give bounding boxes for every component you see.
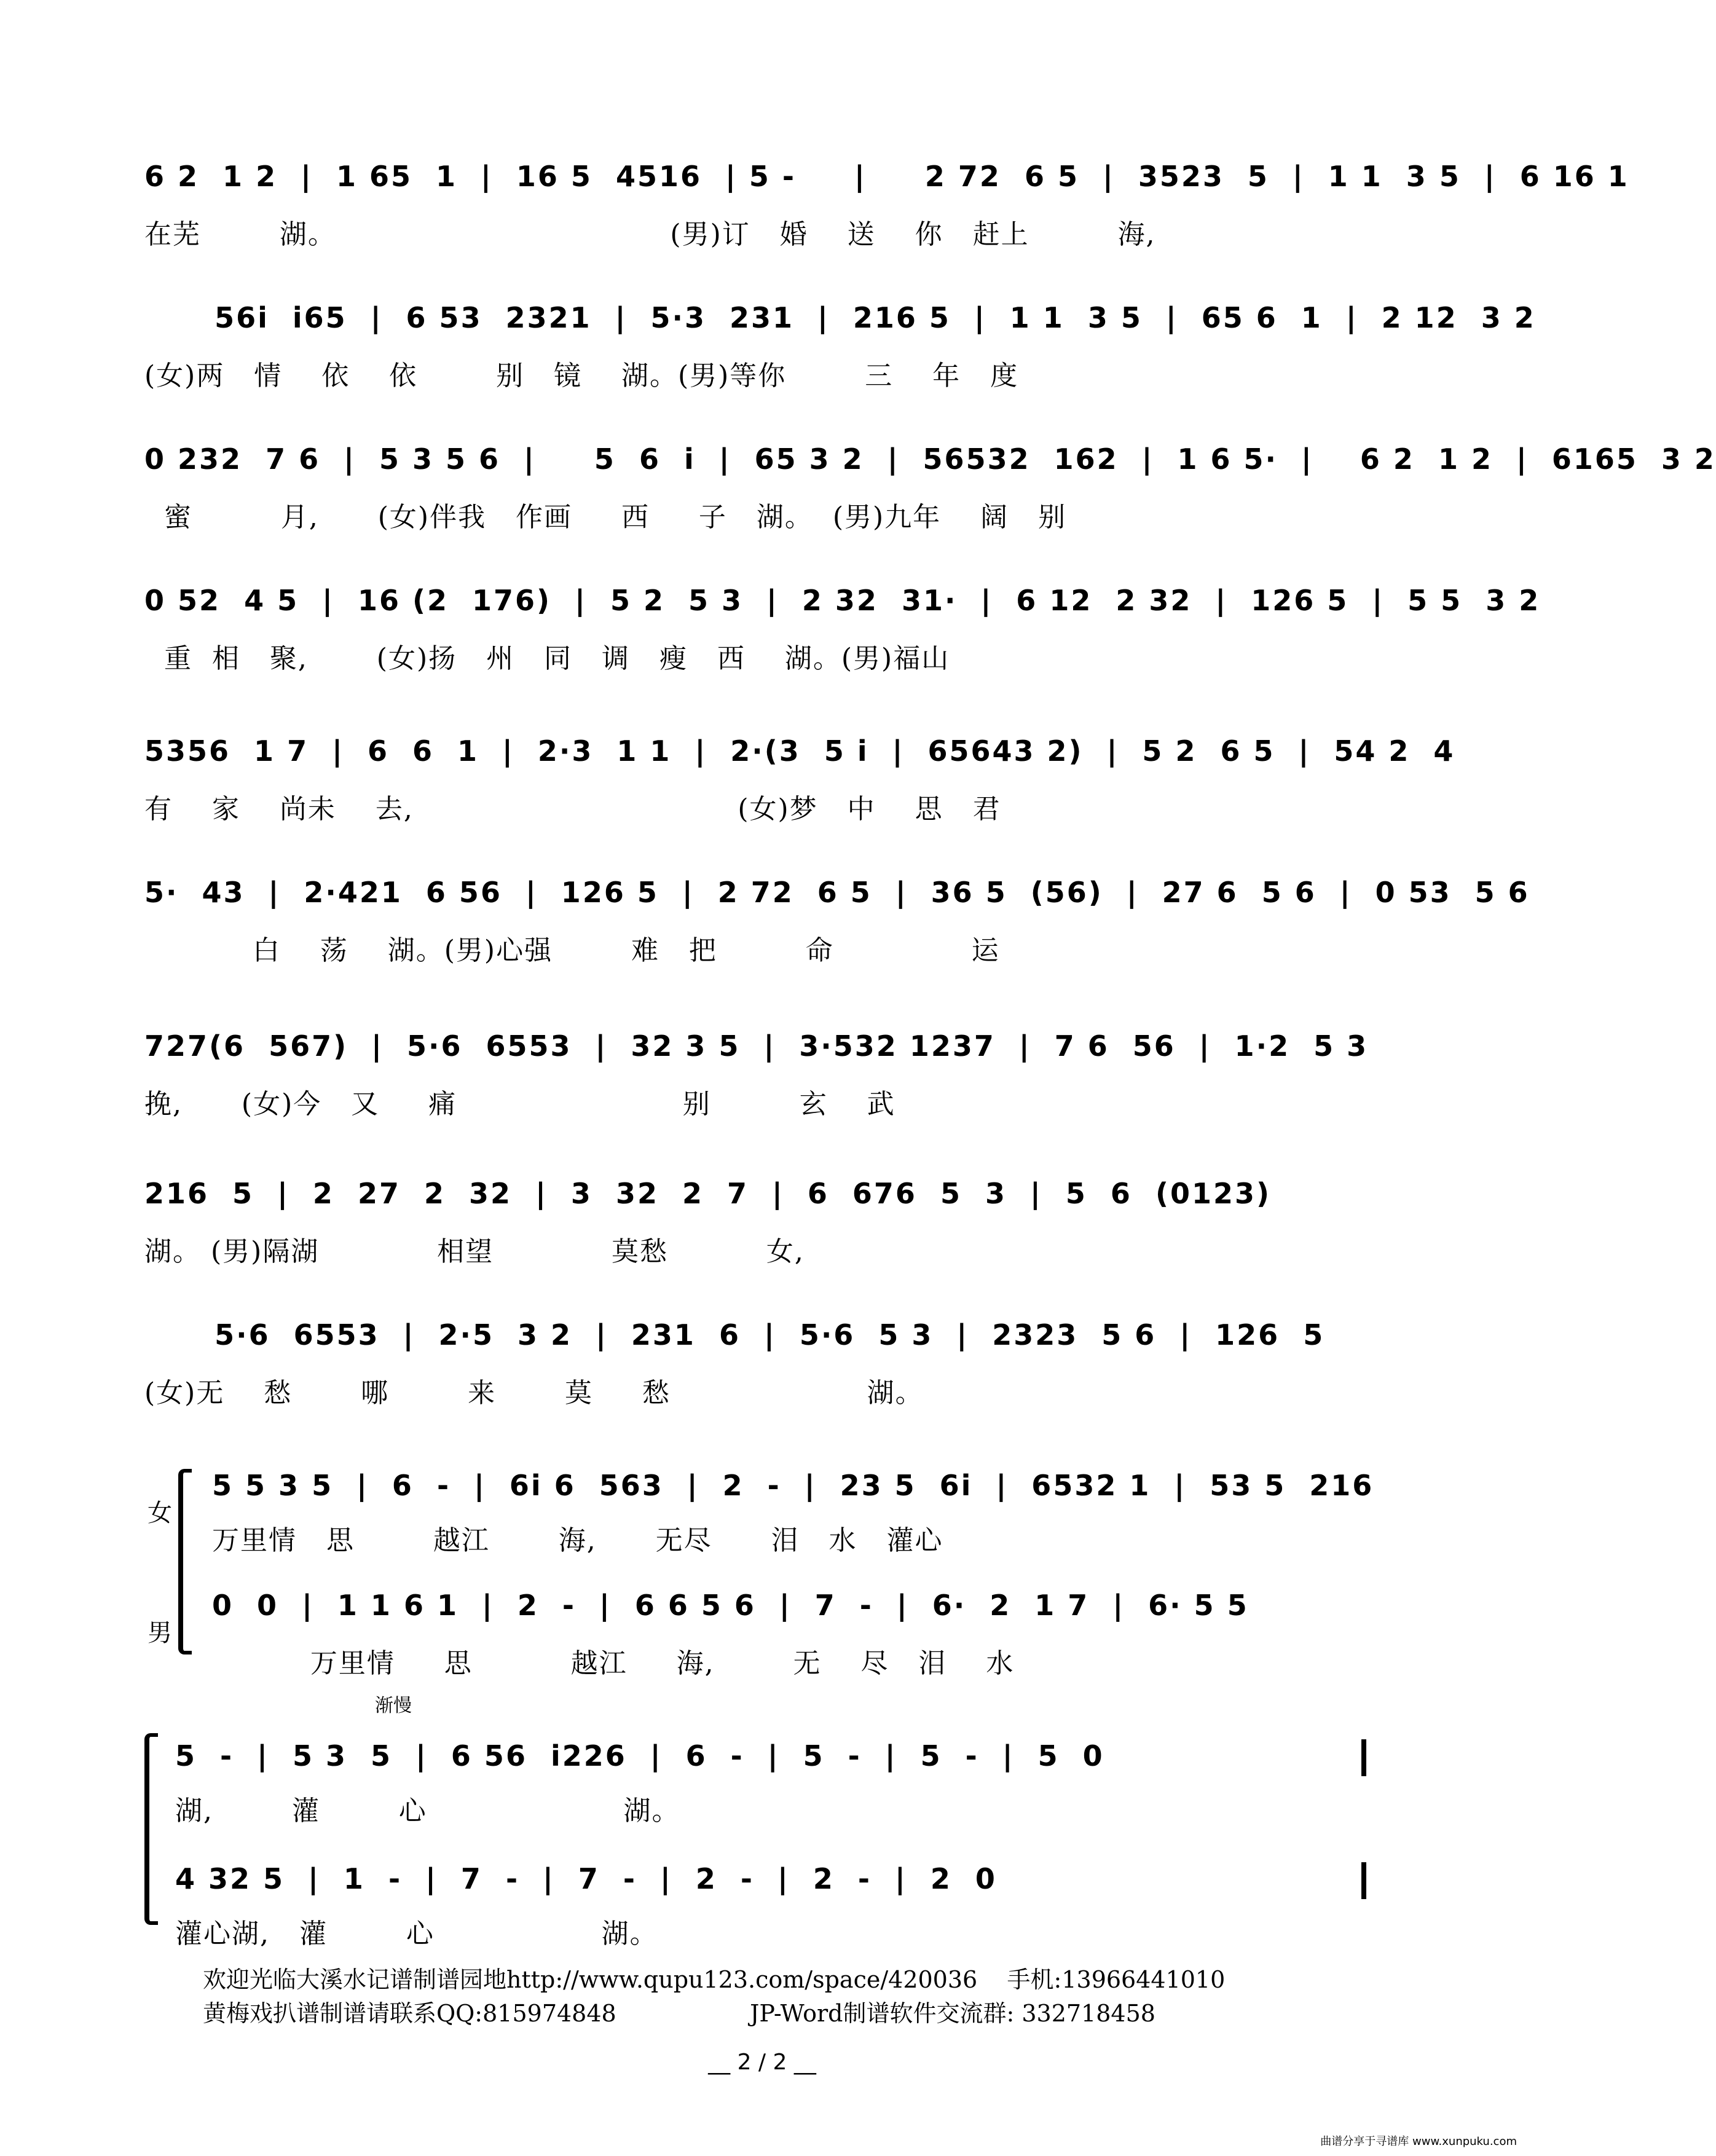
part-bracket: [178, 1469, 192, 1654]
notation-line: 5· 43 | 2·421 6 56 | 126 5 | 2 72 6 5 | 36 5 (56) | 27 6 5 6 | 0 53 5 6: [144, 876, 1530, 909]
female-notation-line: 5 5 3 5 | 6 - | 6i 6 563 | 2 - | 23 5 6i | 6532 1 | 53 5 216: [212, 1469, 1374, 1502]
male-notation-line: 4 32 5 | 1 - | 7 - | 7 - | 2 - | 2 - | 2 0: [175, 1862, 997, 1895]
male-part-label: 男: [148, 1619, 172, 1647]
notation-line: 0 232 7 6 | 5 3 5 6 | 5 6 i | 65 3 2 | 56532 162 | 1 6 5· | 6 2 1 2 | 6165 3 2: [144, 443, 1716, 476]
female-lyrics-line: 湖, 灌 心 湖。: [175, 1795, 680, 1827]
lyrics-line: 有 家 尚未 去, (女)梦 中 思 君: [144, 793, 1001, 825]
female-notation-line: 5 - | 5 3 5 | 6 56 i226 | 6 - | 5 - | 5 - | 5 0: [175, 1739, 1104, 1772]
footer-contact-line-2: 黄梅戏扒谱制谱请联系QQ:815974848 JP-Word制谱软件交流群: 332718458: [203, 2000, 1155, 2027]
notation-line: 5356 1 7 | 6 6 1 | 2·3 1 1 | 2·(3 5 i | 65643 2) | 5 2 6 5 | 54 2 4: [144, 734, 1455, 768]
part-bracket: [144, 1733, 158, 1925]
lyrics-line: 在芜 湖。 (男)订 婚 送 你 赶上 海,: [144, 219, 1156, 250]
site-watermark: 曲谱分享于寻谱库 www.xunpuku.com: [1320, 2135, 1517, 2148]
lyrics-line: 挽, (女)今 又 痛 别 玄 武: [144, 1088, 895, 1120]
male-lyrics-line: 万里情 思 越江 海, 无 尽 泪 水: [212, 1648, 1015, 1679]
lyrics-line: 重 相 聚, (女)扬 州 同 调 瘦 西 湖。(男)福山: [144, 643, 950, 674]
footer-contact-line-1: 欢迎光临大溪水记谱制谱园地http://www.qupu123.com/space/420036 手机:13966441010: [203, 1966, 1226, 1993]
notation-line: 6 2 1 2 | 1 65 1 | 16 5 4516 | 5 - | 2 72 6 5 | 3523 5 | 1 1 3 5 | 6 16 1: [144, 160, 1629, 193]
lyrics-line: 蜜 月, (女)伴我 作画 西 子 湖。 (男)九年 阔 别: [144, 502, 1067, 533]
notation-line: 727(6 567) | 5·6 6553 | 32 3 5 | 3·532 1237 | 7 6 56 | 1·2 5 3: [144, 1029, 1369, 1063]
male-notation-line: 0 0 | 1 1 6 1 | 2 - | 6 6 5 6 | 7 - | 6· 2 1 7 | 6· 5 5: [212, 1589, 1249, 1622]
final-barline: [1361, 1739, 1366, 1776]
final-barline: [1361, 1862, 1366, 1899]
notation-line: 216 5 | 2 27 2 32 | 3 32 2 7 | 6 676 5 3 | 5 6 (0123): [144, 1177, 1272, 1210]
lyrics-line: 湖。 (男)隔湖 相望 莫愁 女,: [144, 1236, 805, 1267]
page-number: __ 2 / 2 __: [708, 2050, 816, 2075]
notation-line: 56i i65 | 6 53 2321 | 5·3 231 | 216 5 | 1 1 3 5 | 65 6 1 | 2 12 3 2: [144, 301, 1536, 334]
tempo-mark: 渐慢: [375, 1695, 412, 1717]
female-part-label: 女: [148, 1499, 172, 1527]
male-lyrics-line: 灌心湖, 灌 心 湖。: [175, 1918, 658, 1949]
notation-line: 5·6 6553 | 2·5 3 2 | 231 6 | 5·6 5 3 | 2323 5 6 | 126 5: [144, 1318, 1325, 1351]
lyrics-line: (女)无 愁 哪 来 莫 愁 湖。: [144, 1377, 924, 1409]
lyrics-line: (女)两 情 依 依 别 镜 湖。(男)等你 三 年 度: [144, 360, 1019, 391]
female-lyrics-line: 万里情 思 越江 海, 无尽 泪 水 灌心: [212, 1525, 943, 1556]
lyrics-line: 白 荡 湖。(男)心强 难 把 命 运: [144, 935, 1000, 966]
notation-line: 0 52 4 5 | 16 (2 176) | 5 2 5 3 | 2 32 31· | 6 12 2 32 | 126 5 | 5 5 3 2: [144, 584, 1541, 617]
